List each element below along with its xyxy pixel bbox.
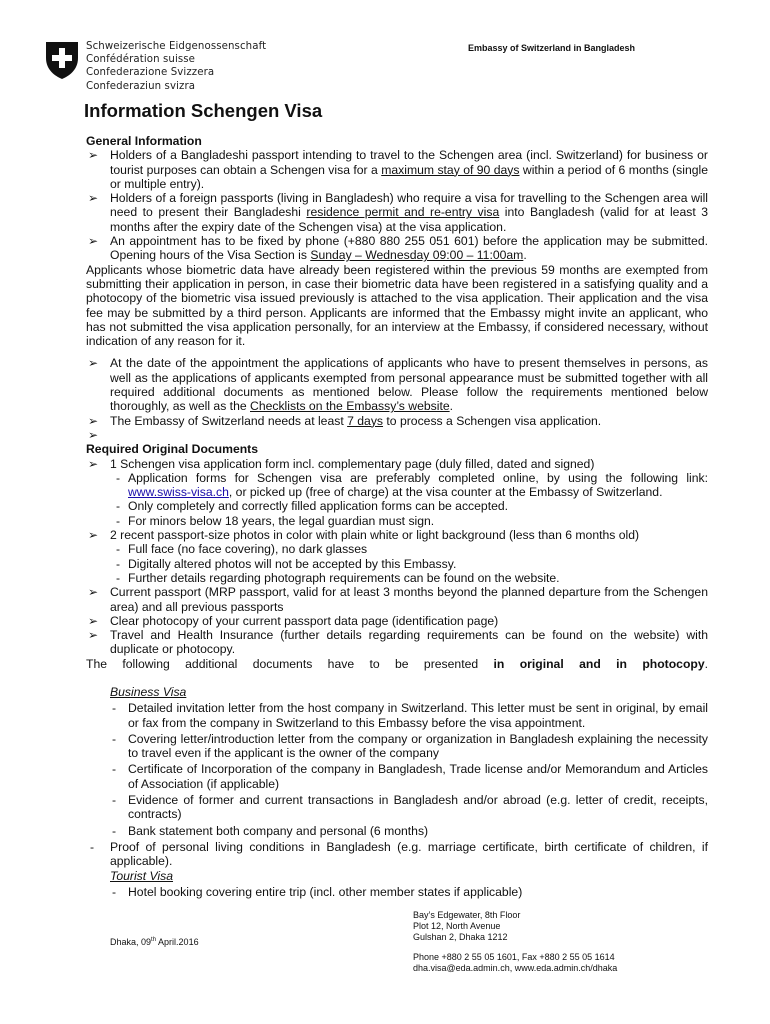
opening-hours-text: Sunday – Wednesday 09:00 – 11:00am: [310, 248, 524, 263]
form-sub-online: - Application forms for Schengen visa are preferably completed online, by using the following link: www.swiss-visa.ch, or picked up (free of charge) at the visa counter at the Embassy of Switzerland.: [116, 470, 708, 500]
document-body: [86, 134, 708, 899]
arrow-bullet-icon: ➢: [88, 148, 99, 163]
bullet-bangladeshi-passport: ➢ Holders of a Bangladeshi passport intending to travel to the Schengen area (incl. Switzerland) for business or tourist purposes can obtain a Schengen visa for a maximum stay of 90 days within a period of 6 months (single or multiple entry).: [88, 148, 708, 191]
dash-bullet-icon: -: [116, 542, 121, 557]
federation-names: [86, 40, 266, 93]
dash-bullet-icon: -: [112, 762, 117, 777]
arrow-bullet-icon: ➢: [88, 456, 99, 471]
dash-bullet-icon: -: [116, 513, 121, 528]
arrow-bullet-icon: ➢: [88, 628, 99, 643]
dash-bullet-icon: -: [112, 731, 117, 746]
max-stay-text: maximum stay of 90 days: [381, 162, 520, 177]
federation-name-it: Confederazione Svizzera: [86, 67, 215, 79]
biometric-paragraph: Applicants whose biometric data have already been registered within the previous 59 months are exempted from submitting their application in person, in case their biometric data have been registered in a satisfying quality and a photocopy of the biometric visa issued previously is attached to the visa application. Their application and the visa fee may be submitted by a third person. Applicants are informed that the Embassy might invite an applicant, who has not submitted the visa application personally, for an interview at the Embassy, if considered necessary, without indication of any reason for it.: [86, 262, 708, 349]
dash-bullet-icon: -: [116, 499, 121, 514]
embassy-address: [413, 910, 617, 974]
bullet-empty: [86, 428, 708, 442]
arrow-bullet-icon: ➢: [88, 356, 99, 371]
federation-name-rm: Confederaziun svizra: [86, 80, 196, 92]
checklists-link[interactable]: Checklists on the Embassy’s website: [250, 399, 450, 414]
tourist-visa-heading: Tourist Visa: [110, 868, 174, 883]
business-visa-heading: Business Visa: [110, 684, 187, 699]
bullet-passport-photocopy: ➢ Clear photocopy of your current passport data page (identification page): [88, 613, 499, 628]
federation-name-fr: Confédération suisse: [86, 54, 196, 66]
photos-sub-altered: - Digitally altered photos will not be accepted by this Embassy.: [116, 556, 457, 571]
business-item: - Certificate of Incorporation of the company in Bangladesh, Trade license and/or Memorandum and Articles of Association (if applicable): [112, 762, 708, 791]
bullet-foreign-passport: ➢ Holders of a foreign passports (living in Bangladesh) who require a visa for travelling to the Schengen area will need to present their Bangladeshi residence permit and re-entry visa into Bangladesh (valid for at least 3 months after the expiry date of the Schengen visa) at the visa application.: [88, 191, 709, 234]
tourist-item: - Hotel booking covering entire trip (incl. other member states if applicable): [112, 884, 523, 899]
bullet-photos: ➢ 2 recent passport-size photos in color with plain white or light background (less than 6 months old): [88, 528, 640, 543]
photos-sub-details: - Further details regarding photograph requirements can be found on the website.: [116, 570, 560, 585]
form-sub-minors: - For minors below 18 years, the legal guardian must sign.: [116, 513, 435, 528]
page-title: Information Schengen Visa: [84, 100, 323, 121]
dash-bullet-icon: -: [116, 556, 121, 571]
phone-fax: Phone +880 2 55 05 1601, Fax +880 2 55 05 1614: [413, 951, 615, 962]
arrow-bullet-icon: ➢: [88, 413, 99, 428]
federation-name-de: Schweizerische Eidgenossenschaft: [86, 41, 267, 52]
arrow-bullet-icon: ➢: [88, 585, 99, 600]
dash-bullet-icon: -: [112, 793, 117, 808]
swiss-visa-link[interactable]: www.swiss-visa.ch: [128, 485, 229, 500]
swiss-shield-icon: [45, 40, 79, 80]
bullet-processing-time: ➢ The Embassy of Switzerland needs at least 7 days to process a Schengen visa application.: [88, 413, 602, 428]
dash-bullet-icon: -: [116, 470, 121, 485]
bullet-current-passport: ➢ Current passport (MRP passport, valid for at least 3 months beyond the planned departure from the Schengen area) and all previous passports: [88, 585, 708, 614]
bullet-application-form: ➢ 1 Schengen visa application form incl. complementary page (duly filled, dated and signed): [88, 456, 595, 471]
residence-permit-text: residence permit and re-entry visa: [306, 205, 500, 220]
document-date: Dhaka, 09th April.2016: [110, 937, 199, 947]
additional-docs-note: The following additional documents have to be presented in original and in photocopy.: [86, 656, 708, 671]
bullet-insurance: ➢ Travel and Health Insurance (further details regarding requirements can be found on the website) with duplicate or photocopy.: [88, 628, 708, 657]
address-line: Gulshan 2, Dhaka 1212: [413, 932, 508, 943]
email-web: dha.visa@eda.admin.ch, www.eda.admin.ch/dhaka: [413, 962, 618, 973]
required-docs-heading: Required Original Documents: [86, 442, 259, 457]
dash-bullet-icon: -: [116, 570, 121, 585]
dash-bullet-icon: -: [90, 839, 95, 854]
general-info-heading: General Information: [86, 134, 202, 148]
proof-living-item: - Proof of personal living conditions in Bangladesh (e.g. marriage certificate, birth certificate of children, if applicable).: [90, 839, 708, 869]
bullet-appointment-date: ➢ At the date of the appointment the applications of applicants who have to present themselves in persons, as well as the applications of applicants exempted from personal appearance must be submitted together with all required additional documents as mentioned below. Please follow the requirements mentioned below thoroughly, as well as the Checklists on the Embassy’s website.: [88, 356, 708, 414]
arrow-bullet-icon: ➢: [88, 613, 99, 628]
photos-sub-face: - Full face (no face covering), no dark glasses: [116, 542, 368, 557]
arrow-bullet-icon: ➢: [88, 234, 99, 249]
arrow-bullet-icon: ➢: [88, 191, 99, 206]
processing-days-text: 7 days: [347, 413, 384, 428]
address-line: Bay’s Edgewater, 8th Floor: [413, 910, 521, 920]
business-item: - Detailed invitation letter from the host company in Switzerland. This letter must be sent in original, by email or fax from the company in Switzerland to this Embassy before the visa appointment.: [112, 701, 708, 730]
business-item: - Evidence of former and current transactions in Bangladesh and/or abroad (e.g. letter of credit, receipts, contracts): [112, 793, 708, 822]
dash-bullet-icon: -: [112, 701, 117, 716]
business-item: - Bank statement both company and personal (6 months): [112, 823, 429, 838]
bullet-appointment: ➢ An appointment has to be fixed by phone (+880 880 255 051 601) before the application may be submitted. Opening hours of the Visa Section is Sunday – Wednesday 09:00 – 11:00am.: [88, 234, 708, 263]
address-line: Plot 12, North Avenue: [413, 921, 501, 932]
arrow-bullet-icon: ➢: [88, 427, 99, 442]
form-sub-complete: - Only completely and correctly filled application forms can be accepted.: [116, 499, 509, 514]
dash-bullet-icon: -: [112, 884, 117, 899]
embassy-header: Embassy of Switzerland in Bangladesh: [468, 43, 636, 53]
original-photocopy-emphasis: in original and in photocopy: [493, 656, 705, 671]
dash-bullet-icon: -: [112, 823, 117, 838]
business-item: - Covering letter/introduction letter from the company or organization in Bangladesh explaining the necessity to travel even if the applicant is the owner of the company: [112, 731, 708, 761]
arrow-bullet-icon: ➢: [88, 528, 99, 543]
